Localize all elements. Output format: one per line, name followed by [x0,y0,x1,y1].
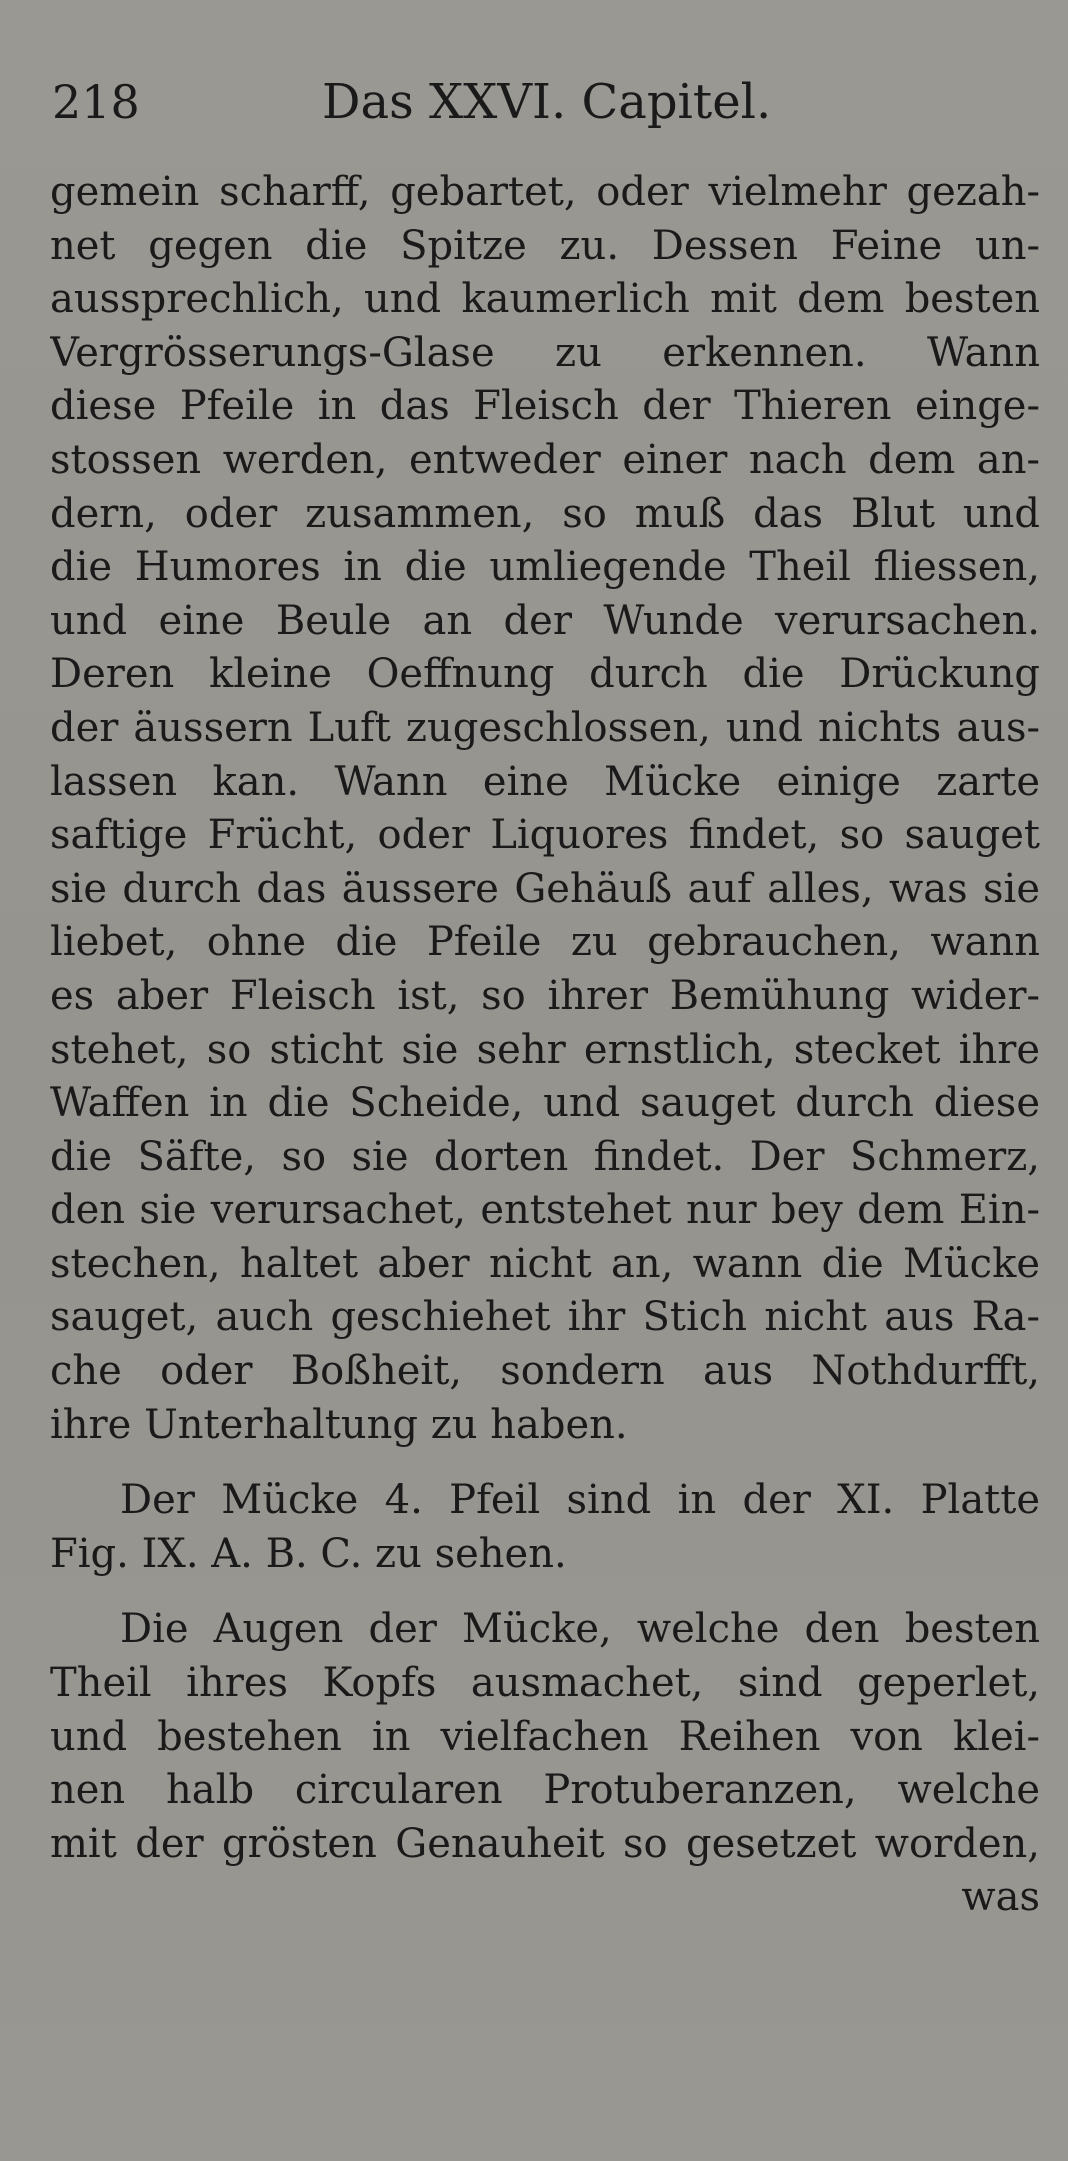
text-line: nen halb circularen Protuberanzen, welche [50,1767,1040,1814]
paragraph-2 [50,1474,1040,1581]
text-line: sie durch das äussere Gehäuß auf alles, was sie [50,865,1040,912]
text-line: und eine Beule an der Wunde verursachen. [50,597,1040,644]
body-text [50,166,1040,1925]
text-line: gemein scharff, gebartet, oder vielmehr gezah- [50,169,1040,215]
text-line: der äussern Luft zugeschlossen, und nichts aus- [50,704,1040,751]
text-line: liebet, ohne die Pfeile zu gebrauchen, wann [50,919,1040,966]
text-line: Der Mücke 4. Pfeil sind in der XI. Platte [120,1477,1040,1524]
text-line: Die Augen der Mücke, welche den besten [120,1606,1040,1653]
text-line: Deren kleine Oeffnung durch die Drückung [50,651,1040,698]
paragraph-gap [50,1581,1040,1603]
text-line: diese Pfeile in das Fleisch der Thieren einge- [50,383,1040,430]
paragraph-gap [50,1452,1040,1474]
text-line: net gegen die Spitze zu. Dessen Feine un- [50,222,1040,269]
text-line: Vergrösserungs-Glase zu erkennen. Wann [50,329,1040,376]
text-line: die Säfte, so sie dorten findet. Der Schmerz, [50,1133,1040,1180]
text-line: ihre Unterhaltung zu haben. [50,1401,628,1448]
running-head [52,72,1032,142]
text-line: Waffen in die Scheide, und sauget durch diese [50,1080,1040,1127]
chapter-title: Das XXVI. Capitel. [322,74,772,130]
text-line: die Humores in die umliegende Theil fliessen, [50,544,1040,591]
text-line: es aber Fleisch ist, so ihrer Bemühung wider- [50,972,1040,1019]
text-line: und bestehen in vielfachen Reihen von klei- [50,1713,1040,1760]
text-line: lassen kan. Wann eine Mücke einige zarte [50,758,1040,805]
catchword: was [961,1874,1040,1921]
text-line: mit der grösten Genauheit so gesetzet worden, [50,1820,1040,1867]
text-line: Fig. IX. A. B. C. zu sehen. [50,1530,567,1577]
text-line: che oder Boßheit, sondern aus Nothdurfft, [50,1348,1040,1395]
text-line: stossen werden, entweder einer nach dem an- [50,436,1040,483]
text-line: den sie verursachet, entstehet nur bey dem Ein- [50,1187,1040,1234]
paragraph-1 [50,166,1040,1452]
text-line: stehet, so sticht sie sehr ernstlich, stecket ihre [50,1026,1040,1073]
paragraph-3 [50,1603,1040,1871]
page-number: 218 [52,75,140,129]
text-line: saftige Frücht, oder Liquores findet, so sauget [50,812,1040,859]
text-line: Theil ihres Kopfs ausmachet, sind geperlet, [50,1660,1040,1707]
text-line: sauget, auch geschiehet ihr Stich nicht aus Ra- [50,1294,1040,1341]
text-line: stechen, haltet aber nicht an, wann die Mücke [50,1240,1040,1287]
text-line: aussprechlich, und kaumerlich mit dem besten [50,276,1040,323]
text-line: dern, oder zusammen, so muß das Blut und [50,490,1040,537]
